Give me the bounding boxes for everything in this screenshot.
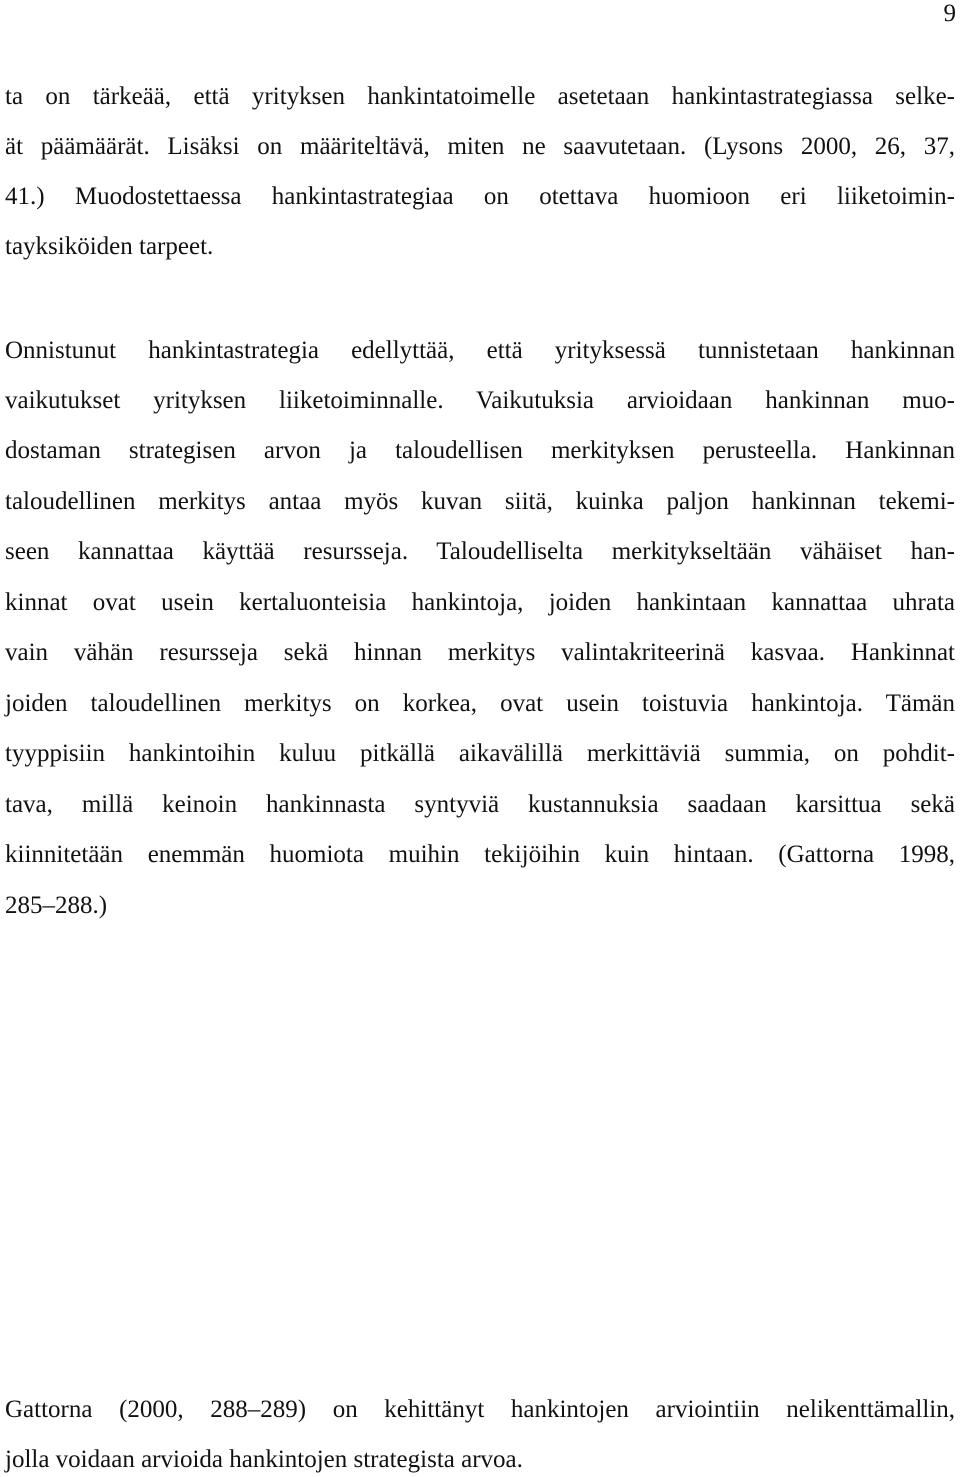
page-number: 9 bbox=[943, 0, 956, 27]
text-line: dostaman strategisen arvon ja taloudellisen merkityksen perusteella. Hankinnan bbox=[5, 437, 955, 464]
text-line: kiinnitetään enemmän huomiota muihin tekijöihin kuin hintaan. (Gattorna 1998, bbox=[5, 841, 955, 868]
text-line: 285–288.) bbox=[5, 892, 108, 919]
text-line: joiden taloudellinen merkitys on korkea, ovat usein toistuvia hankintoja. Tämän bbox=[5, 690, 955, 717]
text-line: ät päämäärät. Lisäksi on määriteltävä, miten ne saavutetaan. (Lysons 2000, 26, 37, bbox=[5, 133, 955, 160]
text-line: jolla voidaan arvioida hankintojen strategista arvoa. bbox=[5, 1446, 523, 1473]
text-line: ta on tärkeää, että yrityksen hankintatoimelle asetetaan hankintastrategiassa selke- bbox=[5, 83, 955, 110]
text-line: taloudellinen merkitys antaa myös kuvan siitä, kuinka paljon hankinnan tekemi- bbox=[5, 488, 955, 515]
text-line: Gattorna (2000, 288–289) on kehittänyt hankintojen arviointiin nelikenttämallin, bbox=[5, 1396, 955, 1423]
text-line: kinnat ovat usein kertaluonteisia hankintoja, joiden hankintaan kannattaa uhrata bbox=[5, 589, 955, 616]
text-line: vain vähän resursseja sekä hinnan merkitys valintakriteerinä kasvaa. Hankinnat bbox=[5, 639, 955, 666]
text-line: tayksiköiden tarpeet. bbox=[5, 233, 214, 260]
text-line: tyyppisiin hankintoihin kuluu pitkällä aikavälillä merkittäviä summia, on pohdit- bbox=[5, 740, 955, 767]
text-line: tava, millä keinoin hankinnasta syntyviä kustannuksia saadaan karsittua sekä bbox=[5, 791, 955, 818]
text-line: seen kannattaa käyttää resursseja. Taloudelliselta merkitykseltään vähäiset han- bbox=[5, 538, 955, 565]
text-line: Onnistunut hankintastrategia edellyttää, että yrityksessä tunnistetaan hankinnan bbox=[5, 337, 955, 364]
text-line: vaikutukset yrityksen liiketoiminnalle. Vaikutuksia arvioidaan hankinnan muo- bbox=[5, 387, 955, 414]
text-line: 41.) Muodostettaessa hankintastrategiaa on otettava huomioon eri liiketoimin- bbox=[5, 183, 955, 210]
